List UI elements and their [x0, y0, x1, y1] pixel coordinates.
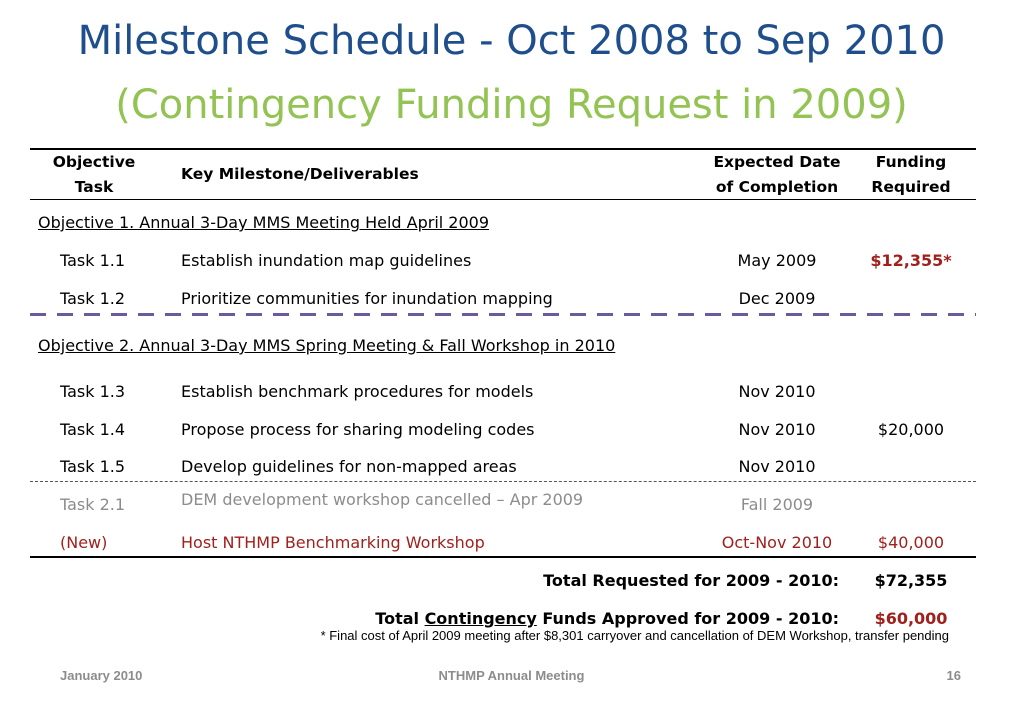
- cancelled-row-date: Fall 2009: [740, 495, 814, 514]
- header-expected-date: Expected Date of Completion: [713, 153, 841, 196]
- footer-date: January 2010: [60, 668, 143, 683]
- table-row-date: Dec 2009: [738, 289, 816, 308]
- total-contingency-label: Total Contingency Funds Approved for 2009 - 2010:: [375, 609, 839, 628]
- objective-2-label: Objective 2. Annual 3-Day MMS Spring Meeting & Fall Workshop in 2010: [38, 336, 616, 355]
- table-row-milestone: Develop guidelines for non-mapped areas: [181, 457, 517, 476]
- objective-divider: [30, 313, 976, 316]
- new-row-funding: $40,000: [877, 533, 945, 552]
- table-row-milestone: Establish inundation map guidelines: [181, 251, 472, 270]
- header-objective-task: Objective Task: [52, 153, 136, 196]
- table-bottom-rule: [30, 556, 976, 558]
- table-row-task: Task 1.2: [60, 289, 126, 308]
- table-row-task: Task 1.5: [60, 457, 126, 476]
- table-row-milestone: Prioritize communities for inundation mapping: [181, 289, 553, 308]
- cancelled-row-task: Task 2.1: [60, 495, 126, 514]
- slide-title: Milestone Schedule - Oct 2008 to Sep 2010: [77, 18, 946, 64]
- table-row-task: Task 1.4: [60, 420, 126, 439]
- table-row-funding: $20,000: [877, 420, 945, 439]
- header-bottom-rule: [30, 199, 976, 200]
- slide-subtitle: (Contingency Funding Request in 2009): [115, 82, 908, 128]
- table-row-date: May 2009: [737, 251, 817, 270]
- table-row-milestone: Propose process for sharing modeling codes: [181, 420, 535, 439]
- table-row-funding: $12,355*: [870, 251, 952, 270]
- table-row-date: Nov 2010: [738, 420, 816, 439]
- new-row-date: Oct-Nov 2010: [721, 533, 833, 552]
- objective-1-label: Objective 1. Annual 3-Day MMS Meeting Held April 2009: [38, 213, 490, 232]
- table-row-task: Task 1.3: [60, 382, 126, 401]
- footer-event: NTHMP Annual Meeting: [438, 668, 585, 683]
- total-requested-value: $72,355: [874, 571, 948, 590]
- new-row-task: (New): [60, 533, 108, 552]
- header-milestone: Key Milestone/Deliverables: [181, 165, 419, 183]
- cancelled-row-milestone: DEM development workshop cancelled – Apr 2009: [181, 490, 584, 509]
- table-row-date: Nov 2010: [738, 382, 816, 401]
- header-funding: Funding Required: [871, 153, 951, 196]
- footer-page-number: 16: [946, 668, 961, 683]
- footnote: * Final cost of April 2009 meeting after $8,301 carryover and cancellation of DEM Workshop, transfer pending: [320, 628, 949, 643]
- new-row-milestone: Host NTHMP Benchmarking Workshop: [181, 533, 485, 552]
- total-requested-label: Total Requested for 2009 - 2010:: [543, 571, 839, 590]
- table-row-milestone: Establish benchmark procedures for models: [181, 382, 534, 401]
- table-row-task: Task 1.1: [60, 251, 126, 270]
- cancelled-divider: [30, 481, 976, 482]
- total-contingency-value: $60,000: [874, 609, 948, 628]
- table-row-date: Nov 2010: [738, 457, 816, 476]
